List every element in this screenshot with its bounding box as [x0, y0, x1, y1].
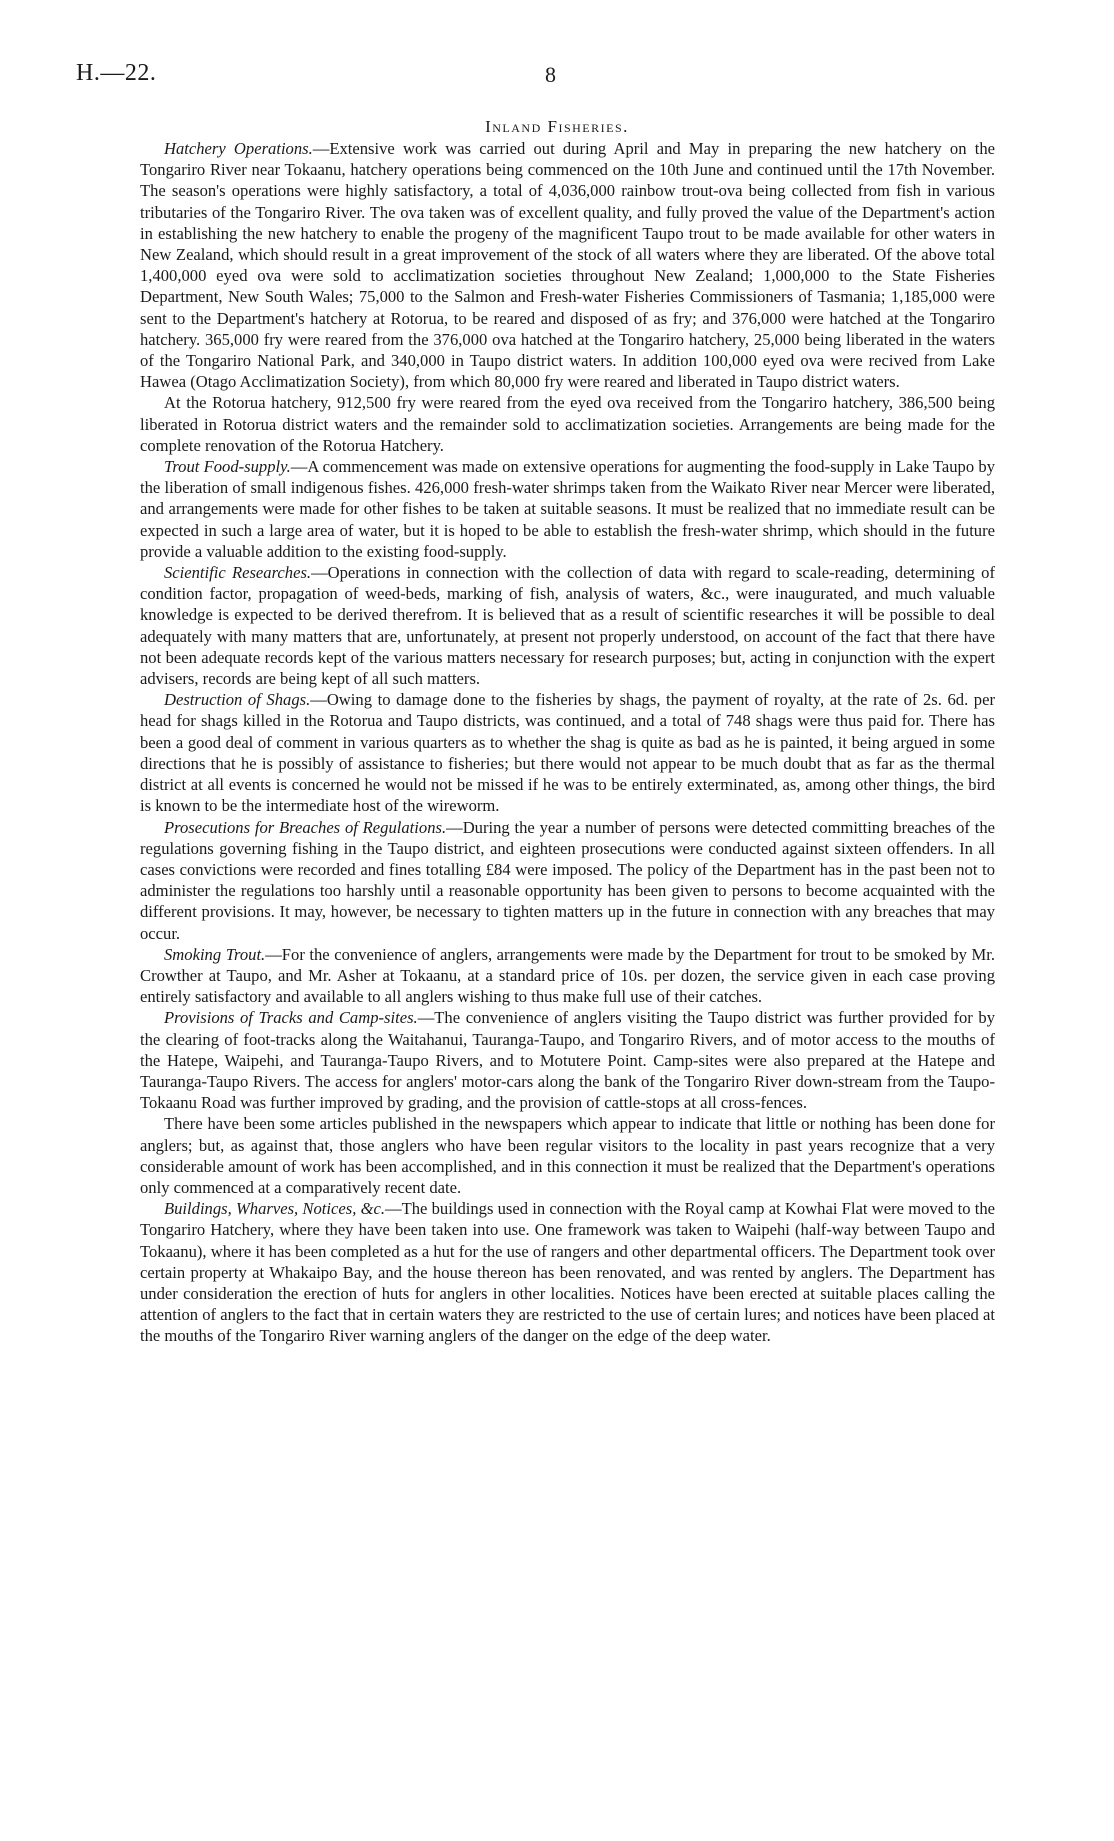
report-code: H.—22.: [76, 60, 157, 86]
paragraph-trout-food-supply: [140, 456, 995, 562]
paragraph-text: —For the convenience of anglers, arrangements were made by the Department for trout to be smoked by Mr. Crowther at Taupo, and Mr. Asher at Tokaanu, at a standard price of 10s. per dozen, the service given in each case proving entirely satisfactory and available to all anglers wishing to thus make full use of their catches.: [140, 944, 995, 1007]
paragraph-text: —During the year a number of persons were detected committing breaches of the regulations governing fishing in the Taupo district, and eighteen prosecutions were conducted against sixteen offenders. In all cases convictions were recorded and fines totalling £84 were imposed. The policy of the Department has in the past been not to administer the regulations too harshly until a reasonable opportunity has been given to persons to become acquainted with the different provisions. It may, however, be necessary to tighten matters up in the future in connection with any breaches that may occur.: [140, 817, 995, 943]
paragraph-smoking-trout: [140, 944, 995, 1008]
paragraph-rotorua-hatchery: [140, 392, 995, 456]
page-number: 8: [545, 62, 556, 87]
paragraph-text: —The convenience of anglers visiting the Taupo district was further provided for by the clearing of foot-tracks along the Waitahanui, Tauranga-Taupo, and Tongariro Rivers, and of motor access to the mouths of the Hatepe, Waipehi, and Tauranga-Taupo Rivers, and to Motutere Point. Camp-sites were also prepared at the Hatepe and Tauranga-Taupo Rivers. The access for anglers' motor-cars along the bank of the Tongariro River down-stream from the Taupo-Tokaanu Road was further improved by grading, and the provision of cattle-stops at all cross-fences.: [140, 1008, 996, 1113]
paragraph-text: —The buildings used in connection with the Royal camp at Kowhai Flat were moved to the Tongariro Hatchery, where they have been taken into use. One framework was taken to Waipehi (half-way between Taupo and Tokaanu), where it has been completed as a hut for the use of rangers and other departmental officers. The Department took over certain property at Whakaipo Bay, and the house thereon has been renovated, and was rented by anglers. The Department has under consideration the erection of huts for anglers in other localities. Notices have been erected at suitable places calling the attention of anglers to the fact that in certain waters they are restricted to the use of certain lures; and notices have been placed at the mouths of the Tongariro River warning anglers of the danger on the edge of the deep water.: [140, 1199, 995, 1346]
section-title: Inland Fisheries.: [485, 117, 629, 136]
paragraph-lead: Scientific Researches.: [164, 563, 312, 583]
paragraph-lead: Destruction of Shags.: [164, 690, 311, 710]
paragraph-text: There have been some articles published in the newspapers which appear to indicate that little or nothing has been done for anglers; but, as against that, those anglers who have been regular visitors to the locality in past years recognize that a very considerable amount of work has been accomplished, and in this connection it must be realized that the Department's operations only commenced at a comparatively recent date.: [140, 1114, 995, 1197]
paragraph-lead: Provisions of Tracks and Camp-sites.: [164, 1008, 418, 1028]
paragraph-lead: Trout Food-supply.: [164, 457, 291, 477]
paragraph-newspaper-articles: [140, 1113, 995, 1198]
paragraph-text: —Operations in connection with the collection of data with regard to scale-reading, determining of condition factor, propagation of weed-beds, marking of fish, analysis of waters, &c., were inaugurated, and much valuable knowledge is expected to be derived therefrom. It is believed that as a result of scientific researches it will be possible to deal adequately with many matters that are, unfortunately, at present not properly understood, on account of the fact that there have not been adequate records kept of the various matters necessary for research purposes; but, acting in conjunction with the expert advisers, records are being kept of all such matters.: [140, 563, 995, 689]
paragraph-scientific-researches: [140, 562, 995, 689]
paragraph-lead: Hatchery Operations.: [164, 139, 313, 158]
body-text: [140, 138, 995, 1347]
paragraph-tracks-camp-sites: [140, 1007, 995, 1113]
paragraph-text: At the Rotorua hatchery, 912,500 fry were reared from the eyed ova received from the Tongariro hatchery, 386,500 being liberated in Rotorua district waters and the remainder sold to acclimatization societies. Arrangements are being made for the complete renovation of the Rotorua Hatchery.: [140, 393, 995, 455]
paragraph-prosecutions: [140, 817, 995, 944]
paragraph-lead: Prosecutions for Breaches of Regulations.: [164, 817, 447, 837]
paragraph-buildings-wharves-notices: [140, 1198, 995, 1346]
paragraph-hatchery-operations: [140, 138, 995, 392]
paragraph-text: —Extensive work was carried out during April and May in preparing the new hatchery on the Tongariro River near Tokaanu, hatchery operations being commenced on the 10th June and continued until the 17th November. The season's operations were highly satisfactory, a total of 4,036,000 rainbow trout-ova being collected from fish in various tributaries of the Tongariro River. The ova taken was of excellent quality, and fully proved the value of the Department's action in establishing the new hatchery to enable the progeny of the magnificent Taupo trout to be made available for other waters in New Zealand, which should result in a great improvement of the stock of all waters where they are liberated. Of the above total 1,400,000 eyed ova were sold to acclimatization societies throughout New Zealand; 1,000,000 to the State Fisheries Department, New South Wales; 75,000 to the Salmon and Fresh-water Fisheries Commissioners of Tasmania; 1,185,000 were sent to the Department's hatchery at Rotorua, to be reared and disposed of as fry; and 376,000 were hatched at the Tongariro hatchery. 365,000 fry were reared from the 376,000 ova hatched at the Tongariro hatchery, 25,000 being liberated in the waters of the Tongariro National Park, and 340,000 in Taupo district waters. In addition 100,000 eyed ova were recived from Lake Hawea (Otago Acclimatization Society), from which 80,000 fry were reared and liberated in Taupo district waters.: [140, 139, 995, 392]
paragraph-text: —A commencement was made on extensive operations for augmenting the food-supply in Lake Taupo by the liberation of small indigenous fishes. 426,000 fresh-water shrimps taken from the Waikato River near Mercer were liberated, and arrangements were made for other fishes to be taken at suitable seasons. It must be realized that no immediate result can be expected in such a large area of water, but it is hoped to be able to establish the fresh-water shrimp, which should in the future provide a valuable addition to the existing food-supply.: [140, 457, 995, 561]
paragraph-lead: Smoking Trout.: [164, 944, 266, 964]
paragraph-destruction-of-shags: [140, 689, 995, 816]
paragraph-text: —Owing to damage done to the fisheries by shags, the payment of royalty, at the rate of 2s. 6d. per head for shags killed in the Rotorua and Taupo districts, was continued, and a total of 748 shags were thus paid for. There has been a good deal of comment in various quarters as to whether the shag is quite as bad as he is painted, it being argued in some directions that he is possibly of assistance to fisheries; but there would not appear to be much doubt that as far as the thermal district at all events is concerned he would not be missed if he was to be entirely exterminated, as, among other things, the bird is known to be the intermediate host of the wireworm.: [140, 690, 995, 816]
paragraph-lead: Buildings, Wharves, Notices, &c.: [164, 1199, 386, 1219]
